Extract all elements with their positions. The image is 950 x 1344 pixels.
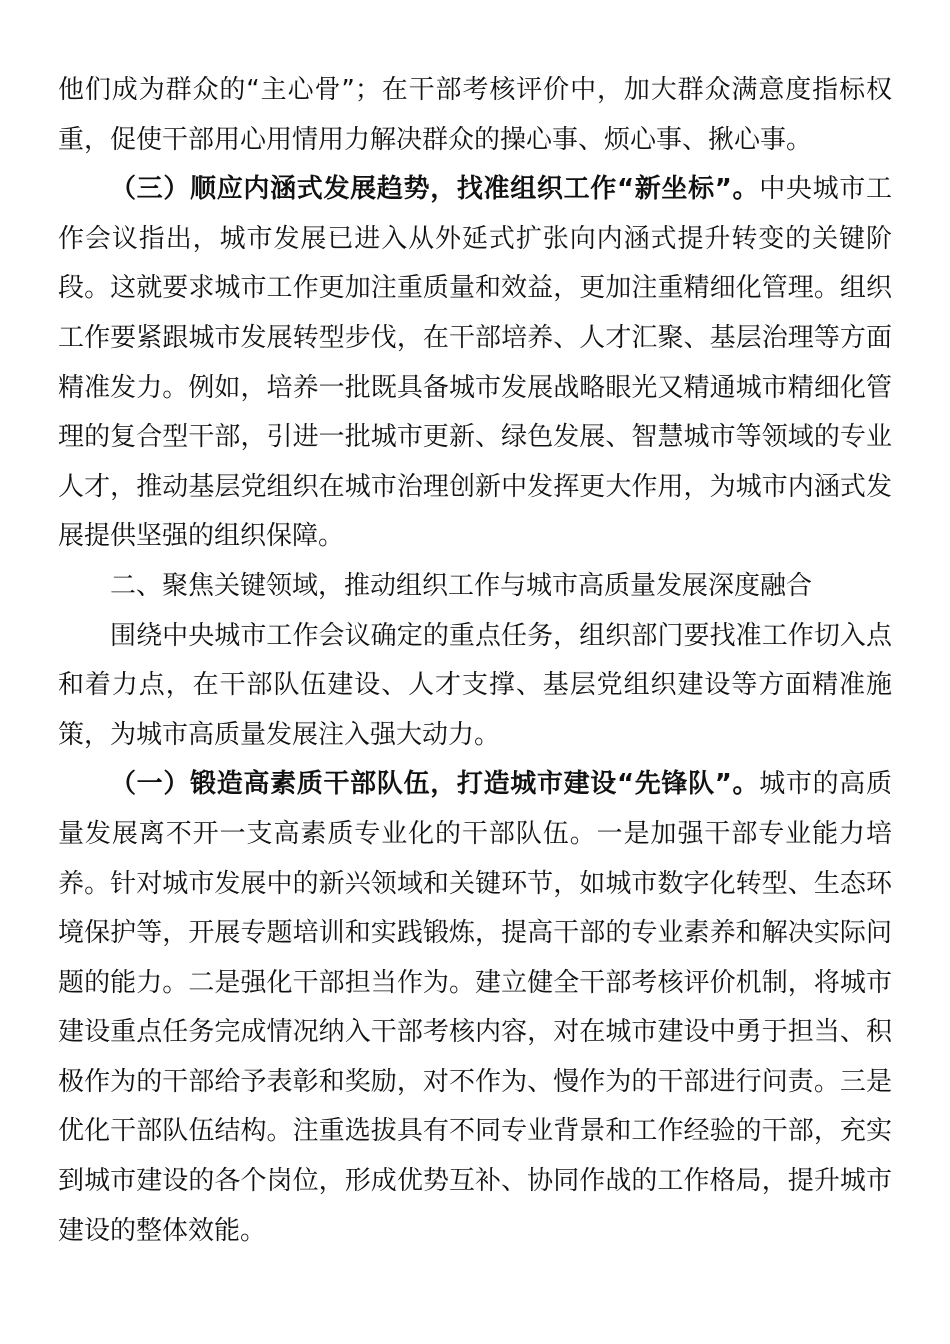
- paragraph-text: 城市的高质量发展离不开一支高素质专业化的干部队伍。一是加强干部专业能力培养。针对城市发展中的新兴领域和关键环节，如城市数字化转型、生态环境保护等，开展专题培训和实践锻炼，提高干部的专业素养和解决实际问题的能力。二是强化干部担当作为。建立健全干部考核评价机制，将城市建设重点任务完成情况纳入干部考核内容，对在城市建设中勇于担当、积极作为的干部给予表彰和奖励，对不作为、慢作为的干部进行问责。三是优化干部队伍结构。注重选拔具有不同专业背景和工作经验的干部，充实到城市建设的各个岗位，形成优势互补、协同作战的工作格局，提升城市建设的整体效能。: [58, 769, 892, 1246]
- section-heading: （一）锻造高素质干部队伍，打造城市建设“先锋队”。: [110, 769, 760, 800]
- section-heading: （三）顺应内涵式发展趋势，找准组织工作“新坐标”。: [110, 174, 760, 205]
- paragraph-part-two-intro: [58, 612, 892, 761]
- paragraph-section-three: [58, 165, 892, 562]
- part-heading: 二、聚焦关键领域，推动组织工作与城市高质量发展深度融合: [110, 570, 813, 601]
- paragraph-section-one: [58, 760, 892, 1256]
- document-page: [58, 66, 892, 1256]
- paragraph-text: 他们成为群众的“主心骨”；在干部考核评价中，加大群众满意度指标权重，促使干部用心用情用力解决群众的操心事、烦心事、揪心事。: [58, 75, 892, 155]
- paragraph-text: 中央城市工作会议指出，城市发展已进入从外延式扩张向内涵式提升转变的关键阶段。这就要求城市工作更加注重质量和效益，更加注重精细化管理。组织工作要紧跟城市发展转型步伐，在干部培养、人才汇聚、基层治理等方面精准发力。例如，培养一批既具备城市发展战略眼光又精通城市精细化管理的复合型干部，引进一批城市更新、绿色发展、智慧城市等领域的专业人才，推动基层党组织在城市治理创新中发挥更大作用，为城市内涵式发展提供坚强的组织保障。: [58, 174, 892, 552]
- paragraph-text: 围绕中央城市工作会议确定的重点任务，组织部门要找准工作切入点和着力点，在干部队伍建设、人才支撑、基层党组织建设等方面精准施策，为城市高质量发展注入强大动力。: [58, 620, 892, 750]
- part-two-title: [58, 562, 892, 612]
- paragraph-continuation: [58, 66, 892, 165]
